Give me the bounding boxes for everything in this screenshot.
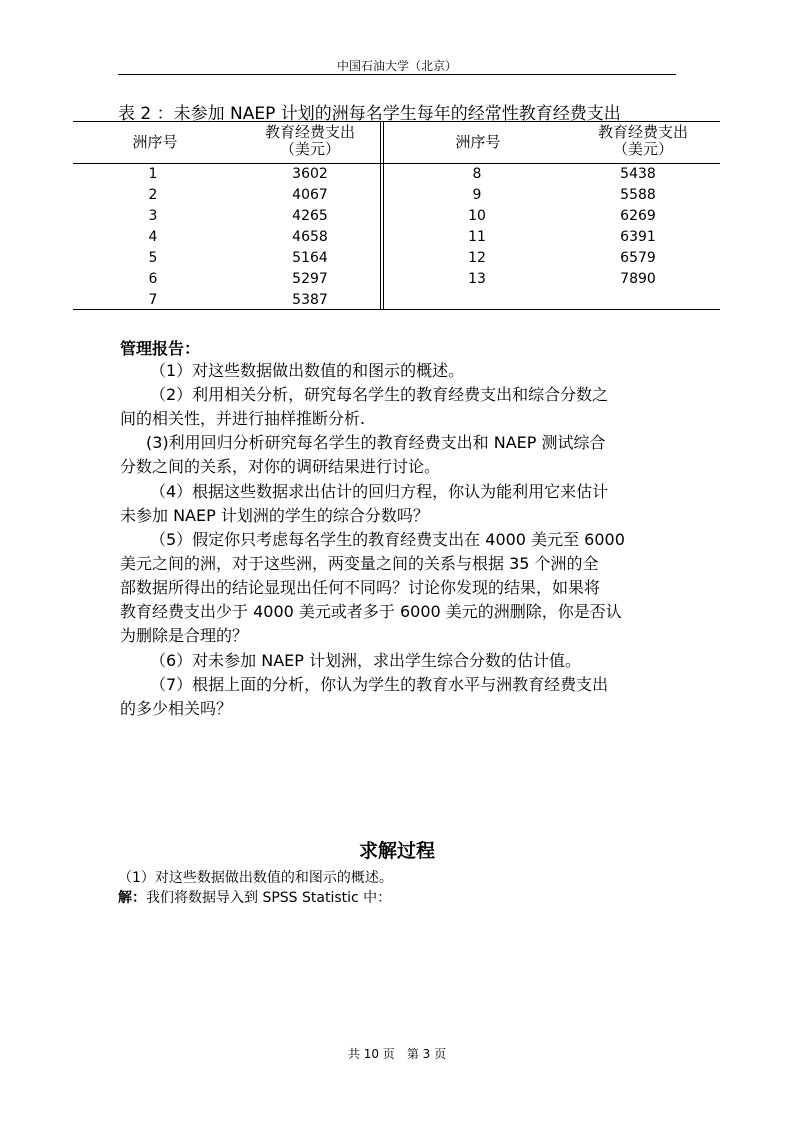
table-row-right-12-value: 6579 <box>620 250 656 266</box>
report-line-14: （7）根据上面的分析，你认为学生的教育水平与洲教育经费支出 <box>150 675 609 694</box>
report-line-2: （2）利用相关分析，研究每名学生的教育经费支出和综合分数之 <box>150 385 609 404</box>
table-row-right-9-id: 9 <box>472 187 482 203</box>
table-row-left-4-value: 4658 <box>292 229 328 245</box>
report-line-10: 部数据所得出的结论显现出任何不同吗？讨论你发现的结果，如果将 <box>120 578 601 597</box>
report-line-11: 教育经费支出少于 4000 美元或者多于 6000 美元的洲删除，你是否认 <box>120 602 622 621</box>
col-header-spend-left-line2: （美元） <box>279 140 340 158</box>
answer-label: 解： <box>118 890 146 906</box>
table-row-left-1-id: 1 <box>148 166 158 182</box>
table-row-left-2-value: 4067 <box>292 187 328 203</box>
page-footer <box>0 1045 794 1062</box>
report-line-9: 美元之间的洲，对于这些洲，两变量之间的关系与根据 35 个洲的全 <box>120 554 599 573</box>
table-row-left-7-id: 7 <box>148 292 158 308</box>
table-row-left-3-id: 3 <box>148 208 158 224</box>
col-header-spend-right-line2: （美元） <box>612 140 673 158</box>
table-row-left-1-value: 3602 <box>292 166 328 182</box>
solution-q1: （1）对这些数据做出数值的和图示的概述。 <box>118 870 393 886</box>
table-row-left-6-value: 5297 <box>292 271 328 287</box>
table-row-right-8-value: 5438 <box>620 166 656 182</box>
table-row-right-11-value: 6391 <box>620 229 656 245</box>
table-row-right-10-id: 10 <box>468 208 486 224</box>
solution-answer <box>118 889 391 907</box>
report-line-13: （6）对未参加 NAEP 计划洲，求出学生综合分数的估计值。 <box>150 651 582 670</box>
report-heading: 管理报告： <box>120 339 201 358</box>
report-line-3: 间的相关性，并进行抽样推断分析. <box>120 409 366 428</box>
table-row-left-5-id: 5 <box>148 250 158 266</box>
table-row-right-10-value: 6269 <box>620 208 656 224</box>
col-header-spend-left <box>220 124 400 158</box>
report-line-4: (3)利用回归分析研究每名学生的教育经费支出和 NAEP 测试综合 <box>146 433 606 452</box>
table-row-right-11-id: 11 <box>468 229 486 245</box>
table-row-left-4-id: 4 <box>148 229 158 245</box>
col-header-state-left: 洲序号 <box>132 133 178 151</box>
table-header-rule <box>73 163 720 164</box>
footer-total-pages: 共 10 页 <box>347 1047 395 1061</box>
table-row-right-13-id: 13 <box>468 271 486 287</box>
report-line-5: 分数之间的关系，对你的调研结果进行讨论。 <box>120 457 441 476</box>
col-header-spend-right <box>548 124 738 158</box>
col-header-state-right: 洲序号 <box>455 133 501 151</box>
report-line-8: （5）假定你只考虑每名学生的教育经费支出在 4000 美元至 6000 <box>150 530 625 549</box>
footer-page-number: 第 3 页 <box>406 1047 447 1061</box>
page-header: 中国石油大学（北京） <box>336 59 457 73</box>
col-header-spend-left-line1: 教育经费支出 <box>264 123 355 141</box>
answer-text: 我们将数据导入到 SPSS Statistic 中： <box>146 890 392 906</box>
table-row-left-2-id: 2 <box>148 187 158 203</box>
report-line-1: （1）对这些数据做出数值的和图示的概述。 <box>150 361 465 380</box>
table-row-right-13-value: 7890 <box>620 271 656 287</box>
report-line-6: （4）根据这些数据求出估计的回归方程，你认为能利用它来估计 <box>150 482 609 501</box>
table-row-right-12-id: 12 <box>468 250 486 266</box>
table-bottom-rule <box>73 309 720 310</box>
table-row-left-7-value: 5387 <box>292 292 328 308</box>
table-row-left-5-value: 5164 <box>292 250 328 266</box>
report-line-7: 未参加 NAEP 计划洲的学生的综合分数吗？ <box>120 506 429 525</box>
report-line-15: 的多少相关吗？ <box>120 699 233 718</box>
table-caption: 表 2 ：未参加 NAEP 计划的洲每名学生每年的经常性教育经费支出 <box>118 104 621 124</box>
col-header-spend-right-line1: 教育经费支出 <box>597 123 688 141</box>
header-rule <box>118 74 676 75</box>
table-row-left-3-value: 4265 <box>292 208 328 224</box>
table-top-rule <box>73 121 720 122</box>
table-row-right-8-id: 8 <box>472 166 482 182</box>
table-row-right-9-value: 5588 <box>620 187 656 203</box>
table-row-left-6-id: 6 <box>148 271 158 287</box>
solution-title: 求解过程 <box>358 840 435 862</box>
report-line-12: 为删除是合理的？ <box>120 626 249 645</box>
